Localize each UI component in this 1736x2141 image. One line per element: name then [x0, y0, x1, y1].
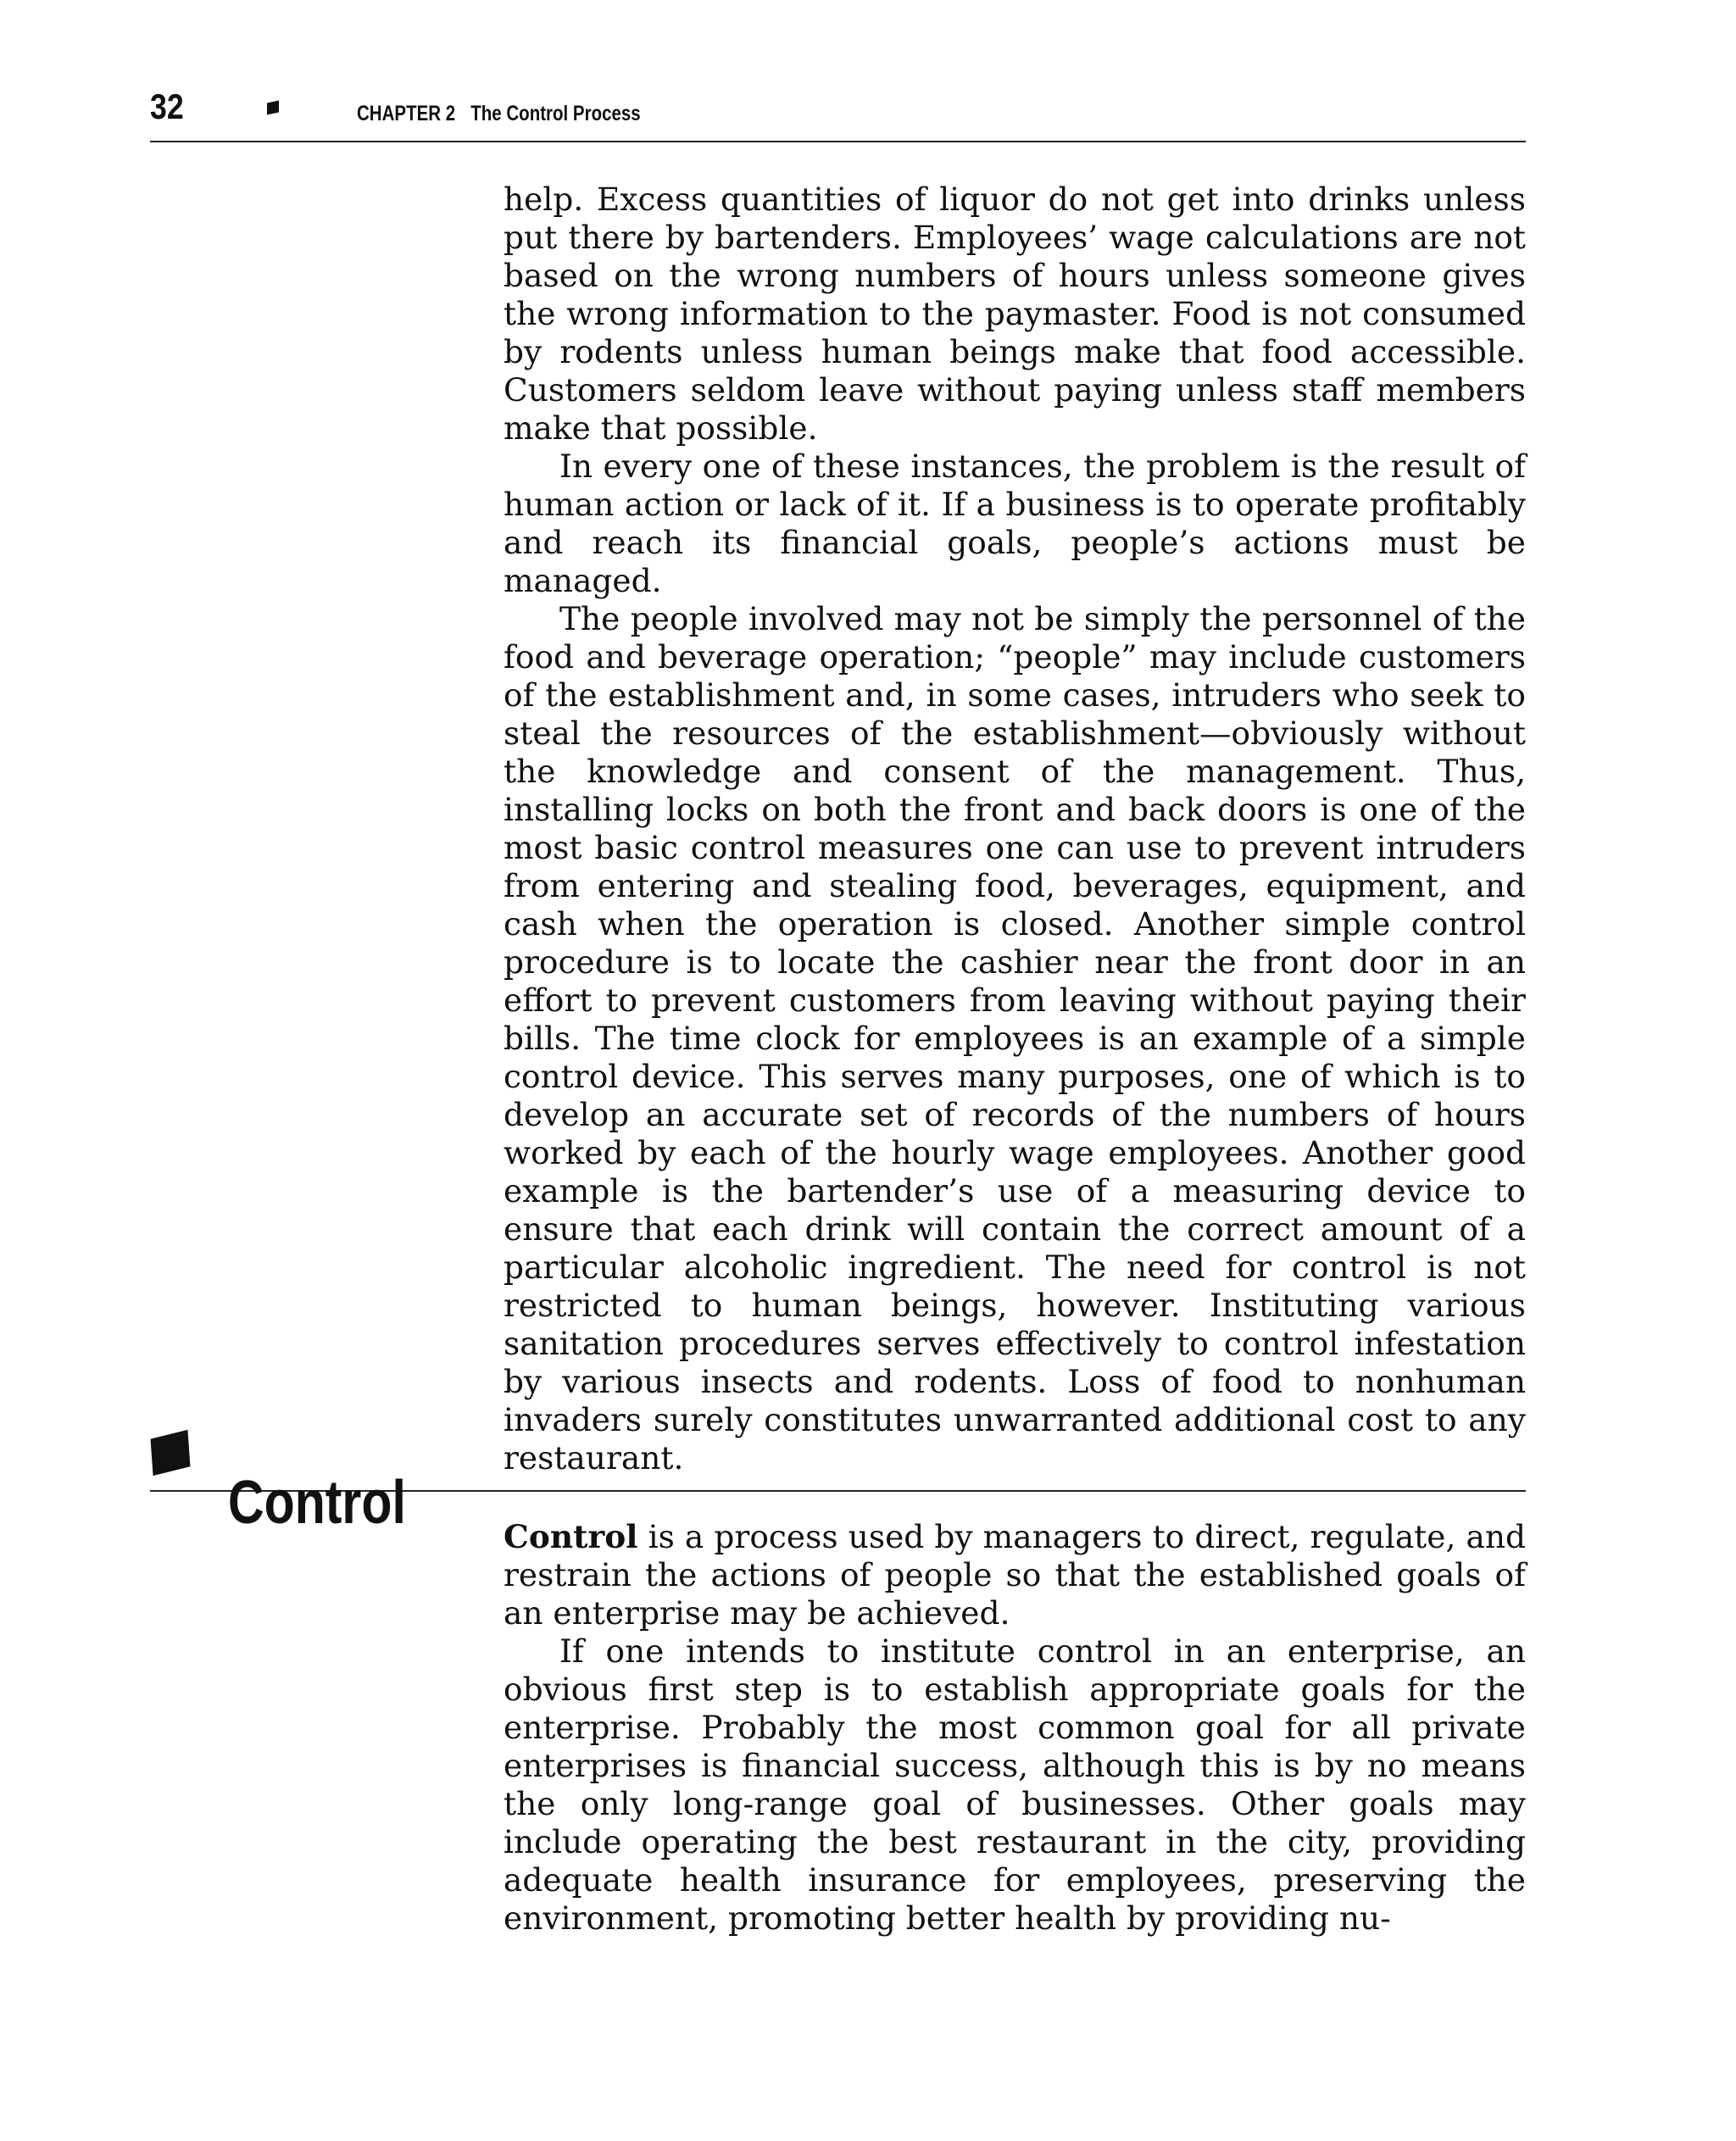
- square-bullet-icon: [267, 101, 279, 115]
- chapter-number: CHAPTER 2: [357, 102, 456, 125]
- key-term: Control: [504, 1518, 638, 1555]
- page-number: 32: [150, 86, 184, 126]
- chapter-label: [357, 102, 641, 126]
- chapter-title: The Control Process: [470, 102, 641, 125]
- definition-text: is a process used by managers to direct, regulate, and restrain the actions of people so that the established goals of an enterprise may be achieved.: [504, 1518, 1526, 1632]
- paragraph: help. Excess quantities of liquor do not get into drinks unless put there by bartenders. Employees’ wage calculations are not based on the wrong numbers of hours unless someone gives the wrong information to the paymaster. Food is not consumed by rodents unless human beings make that food accessible. Customers seldom leave without paying unless staff members make that possible.: [504, 181, 1526, 447]
- body-text-bottom: [504, 1518, 1526, 1938]
- paragraph: In every one of these instances, the problem is the result of human action or lack of it. If a business is to operate profitably and reach its financial goals, people’s actions must be managed.: [504, 448, 1526, 599]
- running-head: [150, 85, 1526, 142]
- body-text-top: [504, 181, 1526, 1477]
- square-bullet-icon: [151, 1430, 191, 1476]
- paragraph: The people involved may not be simply the personnel of the food and beverage operation; “people” may include customers of the establishment and, in some cases, intruders who seek to steal the resources of the establishment—obviously without the knowledge and consent of the management. Thus, installing locks on both the front and back doors is one of the most basic control measures one can use to prevent intruders from entering and stealing food, beverages, equipment, and cash when the operation is closed. Another simple control procedure is to locate the cashier near the front door in an effort to prevent customers from leaving without paying their bills. The time clock for employees is an example of a simple control device. This serves many purposes, one of which is to develop an accurate set of records of the numbers of hours worked by each of the hourly wage employees. Another good example is the bartender’s use of a measuring device to ensure that each drink will contain the correct amount of a particular alcoholic ingredient. The need for control is not restricted to human beings, however. Instituting various sanitation procedures serves effectively to control infestation by various insects and rodents. Loss of food to nonhuman invaders surely constitutes unwarranted additional cost to any restaurant.: [504, 600, 1526, 1476]
- section-title: Control: [228, 1468, 406, 1537]
- paragraph: [504, 1518, 1526, 1632]
- section-heading: [150, 1407, 1526, 1537]
- paragraph: If one intends to institute control in an enterprise, an obvious first step is to establish appropriate goals for the enterprise. Probably the most common goal for all private enterprises is financial success, although this is by no means the only long-range goal of businesses. Other goals may include operating the best restaurant in the city, providing adequate health insurance for employees, preserving the environment, promoting better health by providing nu-: [504, 1632, 1526, 1937]
